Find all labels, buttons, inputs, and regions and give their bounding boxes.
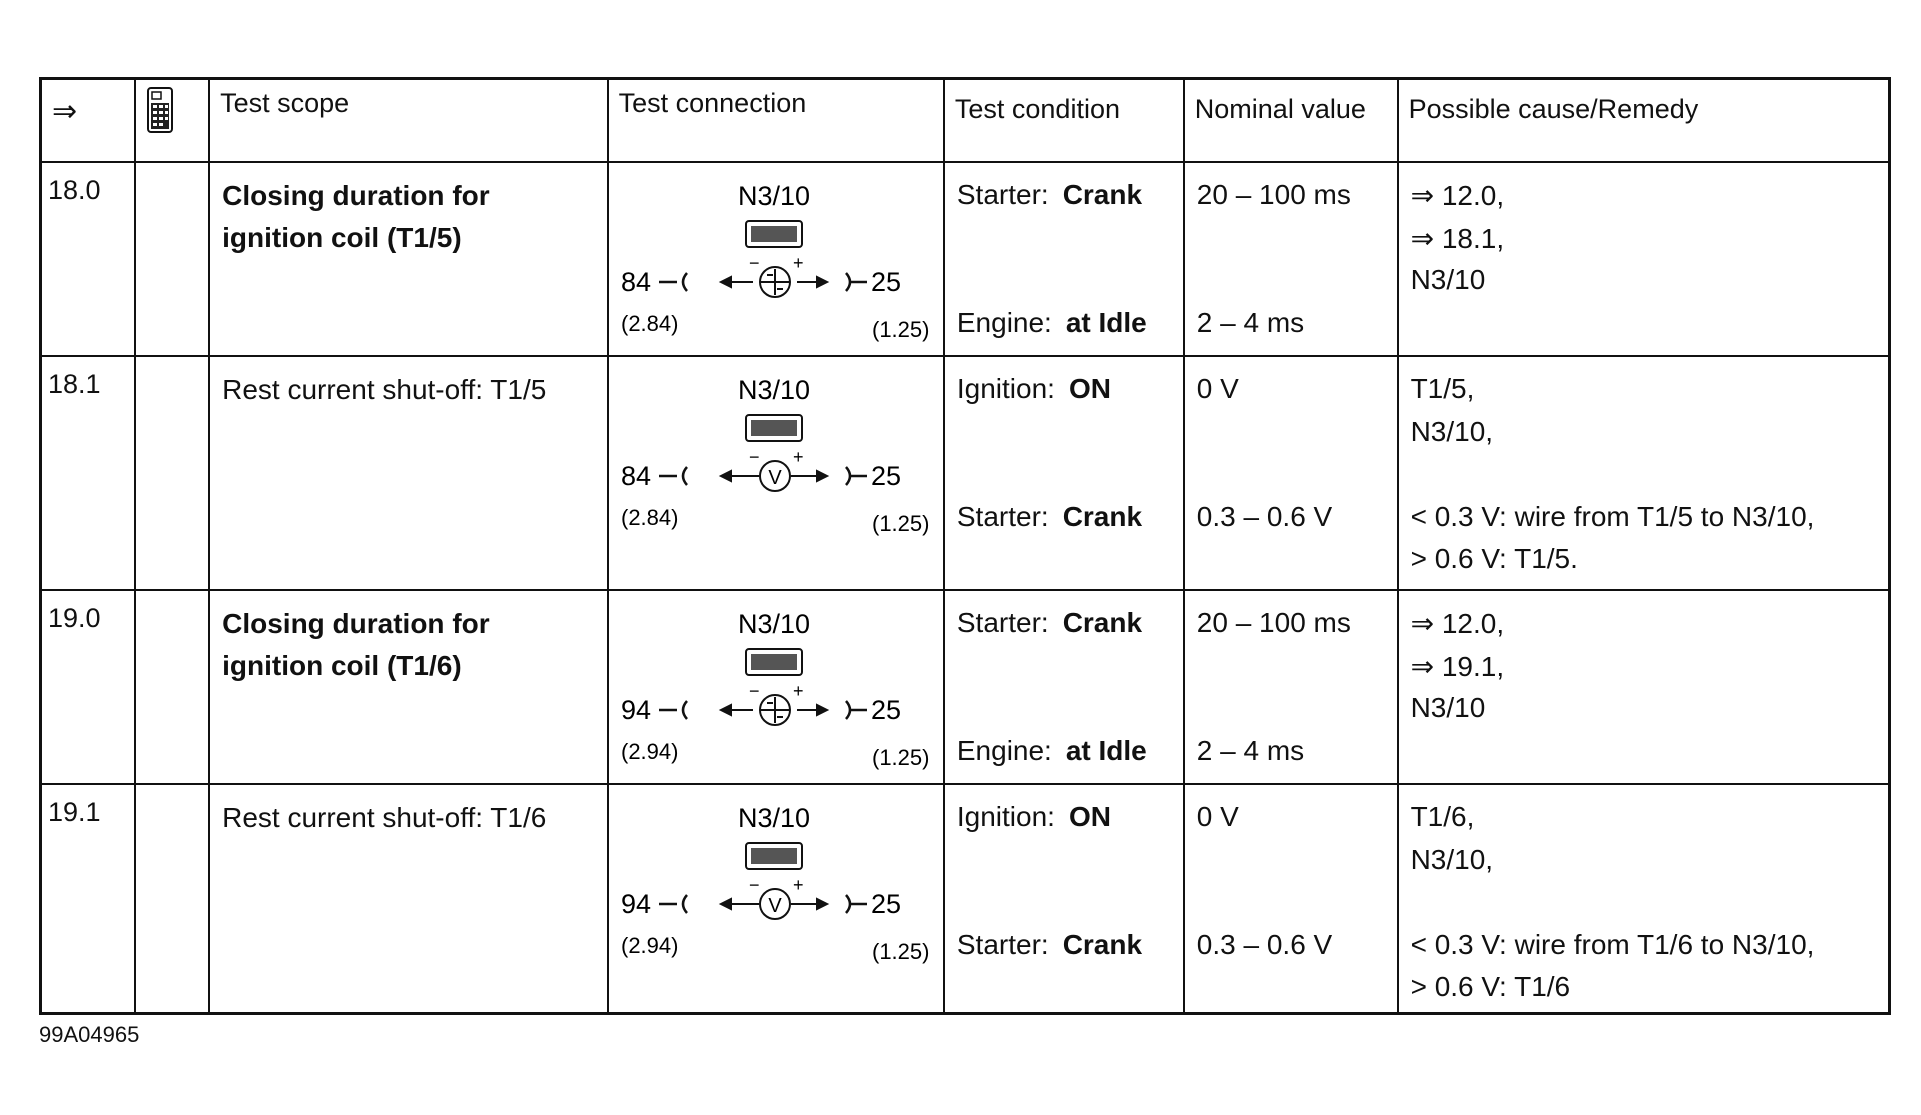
pin-left-sub: (2.94) (620, 933, 679, 958)
pin-right-sub: (1.25) (871, 317, 930, 342)
test-scope: Closing duration for ignition coil (T1/5) (209, 162, 608, 356)
possible-cause: T1/6, N3/10, < 0.3 V: wire from T1/6 to N3/10, > 0.6 V: T1/6 (1398, 784, 1890, 1013)
svg-text:−: − (748, 875, 760, 895)
svg-text:+: + (792, 253, 804, 273)
possible-cause: ⇒ 12.0, ⇒ 18.1, N3/10 (1398, 162, 1890, 356)
pin-left-sub: (2.94) (620, 739, 679, 764)
test-scope: Closing duration for ignition coil (T1/6) (209, 590, 608, 784)
voltmeter-icon (760, 889, 790, 919)
pin-right: 25 (870, 695, 901, 725)
test-condition: Starter: Crank Engine: at Idle (944, 162, 1184, 356)
svg-text:+: + (792, 875, 804, 895)
test-condition: Ignition: ON Starter: Crank (944, 784, 1184, 1013)
header-tester (135, 79, 209, 163)
pin-right: 25 (870, 461, 901, 491)
table-row (41, 784, 1890, 1013)
duty-cycle-meter-icon (760, 695, 790, 725)
test-connection (608, 590, 944, 784)
module-label: N3/10 (737, 803, 810, 833)
test-condition: Ignition: ON Starter: Crank (944, 356, 1184, 590)
svg-text:+: + (792, 681, 804, 701)
header-nominal-value: Nominal value (1184, 79, 1398, 163)
svg-text:−: − (748, 681, 760, 701)
nominal-value: 0 V 0.3 – 0.6 V (1184, 356, 1398, 590)
svg-text:+: + (792, 447, 804, 467)
pin-left-sub: (2.84) (620, 505, 679, 530)
nominal-value: 20 – 100 ms 2 – 4 ms (1184, 590, 1398, 784)
test-scope: Rest current shut-off: T1/5 (209, 356, 608, 590)
header-arrow: ⇒ (41, 79, 135, 163)
pin-right-sub: (1.25) (871, 939, 930, 964)
test-condition: Starter: Crank Engine: at Idle (944, 590, 1184, 784)
connection-diagram (609, 591, 944, 785)
nominal-value: 20 – 100 ms 2 – 4 ms (1184, 162, 1398, 356)
pin-left: 84 (620, 267, 651, 297)
tester-cell (135, 162, 209, 356)
connection-diagram (609, 785, 944, 1014)
module-label: N3/10 (737, 375, 810, 405)
voltmeter-icon (760, 461, 790, 491)
table-row (41, 162, 1890, 356)
pin-left-sub: (2.84) (620, 311, 679, 336)
pin-right-sub: (1.25) (871, 511, 930, 536)
table-row (41, 590, 1890, 784)
table-row (41, 356, 1890, 590)
step-number: 18.1 (41, 356, 135, 590)
test-connection (608, 784, 944, 1013)
test-scope: Rest current shut-off: T1/6 (209, 784, 608, 1013)
svg-text:−: − (748, 253, 760, 273)
pin-left: 94 (620, 695, 651, 725)
test-connection (608, 356, 944, 590)
connection-diagram (609, 357, 944, 591)
header-row (41, 79, 1890, 163)
possible-cause: T1/5, N3/10, < 0.3 V: wire from T1/5 to N3/10, > 0.6 V: T1/5. (1398, 356, 1890, 590)
tester-cell (135, 356, 209, 590)
test-table (39, 77, 1891, 1015)
header-test-scope: Test scope (209, 79, 608, 163)
tester-cell (135, 784, 209, 1013)
possible-cause: ⇒ 12.0, ⇒ 19.1, N3/10 (1398, 590, 1890, 784)
tester-cell (135, 590, 209, 784)
step-number: 19.1 (41, 784, 135, 1013)
header-possible-cause: Possible cause/Remedy (1398, 79, 1890, 163)
header-test-connection: Test connection (608, 79, 944, 163)
pin-right: 25 (870, 267, 901, 297)
figure-id: 99A04965 (39, 1022, 140, 1047)
module-label: N3/10 (737, 609, 810, 639)
pin-left: 94 (620, 889, 651, 919)
header-test-condition: Test condition (944, 79, 1184, 163)
pin-left: 84 (620, 461, 651, 491)
svg-text:V: V (767, 895, 782, 917)
svg-text:V: V (767, 467, 782, 489)
duty-cycle-meter-icon (760, 267, 790, 297)
tester-device-icon (136, 80, 210, 154)
step-number: 18.0 (41, 162, 135, 356)
step-number: 19.0 (41, 590, 135, 784)
module-label: N3/10 (737, 181, 810, 211)
pin-right-sub: (1.25) (871, 745, 930, 770)
connection-diagram (609, 163, 944, 357)
nominal-value: 0 V 0.3 – 0.6 V (1184, 784, 1398, 1013)
test-connection (608, 162, 944, 356)
svg-text:−: − (748, 447, 760, 467)
pin-right: 25 (870, 889, 901, 919)
